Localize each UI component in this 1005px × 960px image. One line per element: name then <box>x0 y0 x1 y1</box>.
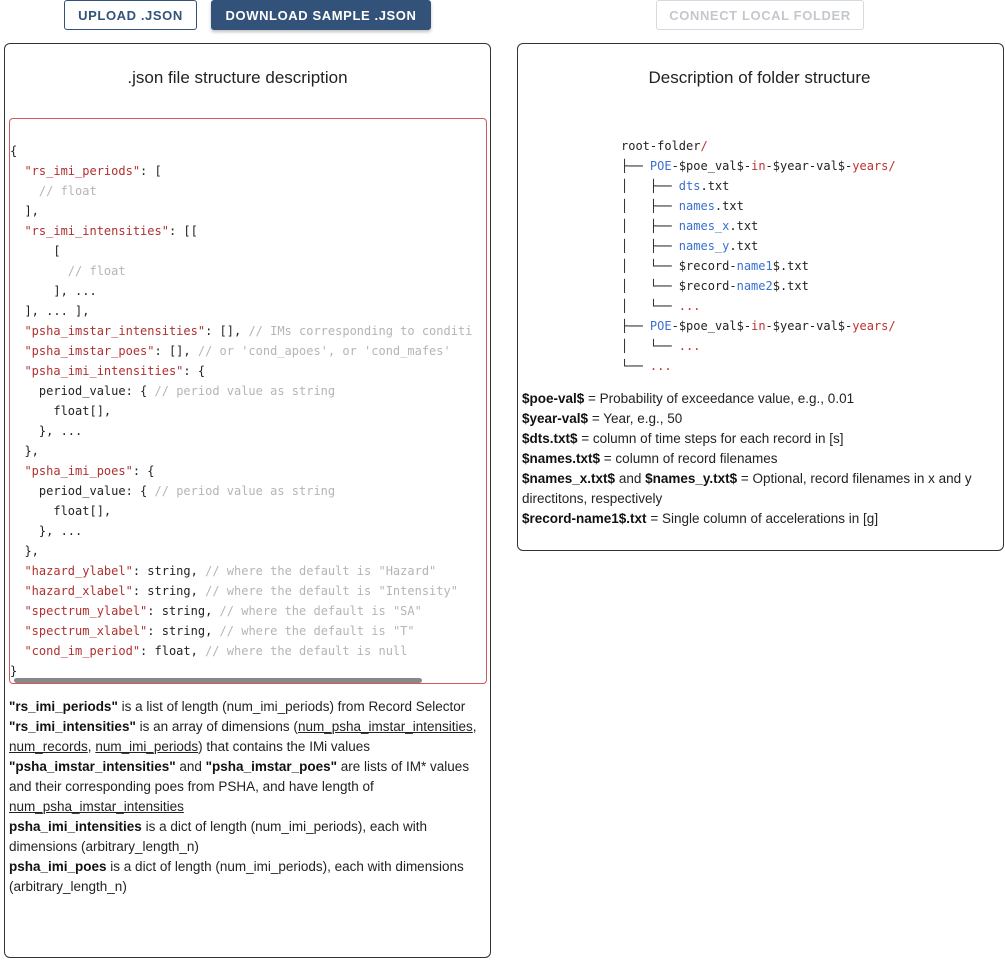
desc-rs-imi-intensities: "rs_imi_intensities" is an array of dimensions (num_psha_imstar_intensities, num_records, num_imi_periods) that contains the IMi values <box>9 719 477 754</box>
legend-poe-val: $poe-val$ = Probability of exceedance value, e.g., 0.01 <box>522 391 855 406</box>
desc-psha-imstar: "psha_imstar_intensities" and "psha_imstar_poes" are lists of IM* values and their corresponding poes from PSHA, and have length of num_psha_imstar_intensities <box>9 759 470 814</box>
legend-dts: $dts.txt$ = column of time steps for each record in [s] <box>522 431 844 446</box>
legend-record: $record-name1$.txt = Single column of accelerations in [g] <box>522 511 879 526</box>
legend-names: $names.txt$ = column of record filenames <box>522 451 778 466</box>
folder-tree: root-folder/ ├── POE-$poe_val$-in-$year-val$-years/ │ ├── dts.txt │ ├── names.txt │ ├── names_x.txt │ ├── names_y.txt │ └── $record-name1$.txt │ └── $record-name2$.txt │ └── ... ├── POE-$poe_val$-in-$year-val$-years/ │ └── ... └── ... <box>621 139 896 373</box>
folder-structure-panel <box>517 43 1004 551</box>
legend-names-xy: $names_x.txt$ and $names_y.txt$ = Optional, record filenames in x and y directitons, respectively <box>522 471 972 506</box>
desc-rs-imi-periods: "rs_imi_periods" is a list of length (num_imi_periods) from Record Selector <box>9 699 466 714</box>
json-field-descriptions <box>9 697 487 897</box>
upload-json-button[interactable]: UPLOAD .JSON <box>64 0 197 30</box>
desc-psha-imi-poes: psha_imi_poes is a dict of length (num_imi_periods), each with dimensions (arbitrary_length_n) <box>9 859 464 894</box>
download-sample-json-button[interactable]: DOWNLOAD SAMPLE .JSON <box>211 0 431 30</box>
json-code: { "rs_imi_periods": [ // float ], "rs_imi_intensities": [[ [ // float ], ... ], ... ], "psha_imstar_intensities": [], // IMs corresponding to conditi "psha_imstar_poes": [], // or 'cond_apoes', or 'cond_mafes' "psha_imi_intensities": { period_value: { // period value as string float[], }, ... }, "psha_imi_poes": { period_value: { // period value as string float[], }, ... }, "hazard_ylabel": string, // where the default is "Hazard" "hazard_xlabel": string, // where the default is "Intensity" "spectrum_ylabel": string, // where the default is "SA" "spectrum_xlabel": string, // where the default is "T" "cond_im_period": float, // where the default is null } <box>10 144 473 678</box>
folder-legend <box>522 389 997 529</box>
desc-psha-imi-intensities: psha_imi_intensities is a dict of length (num_imi_periods), each with dimensions (arbitrary_length_n) <box>9 819 427 854</box>
code-horizontal-scrollbar[interactable] <box>14 678 422 683</box>
json-code-block[interactable] <box>9 118 487 684</box>
legend-year-val: $year-val$ = Year, e.g., 50 <box>522 411 683 426</box>
json-structure-title: .json file structure description <box>127 68 348 87</box>
json-structure-panel <box>4 43 491 958</box>
folder-structure-title: Description of folder structure <box>648 68 871 87</box>
connect-local-folder-button[interactable]: CONNECT LOCAL FOLDER <box>656 0 864 30</box>
